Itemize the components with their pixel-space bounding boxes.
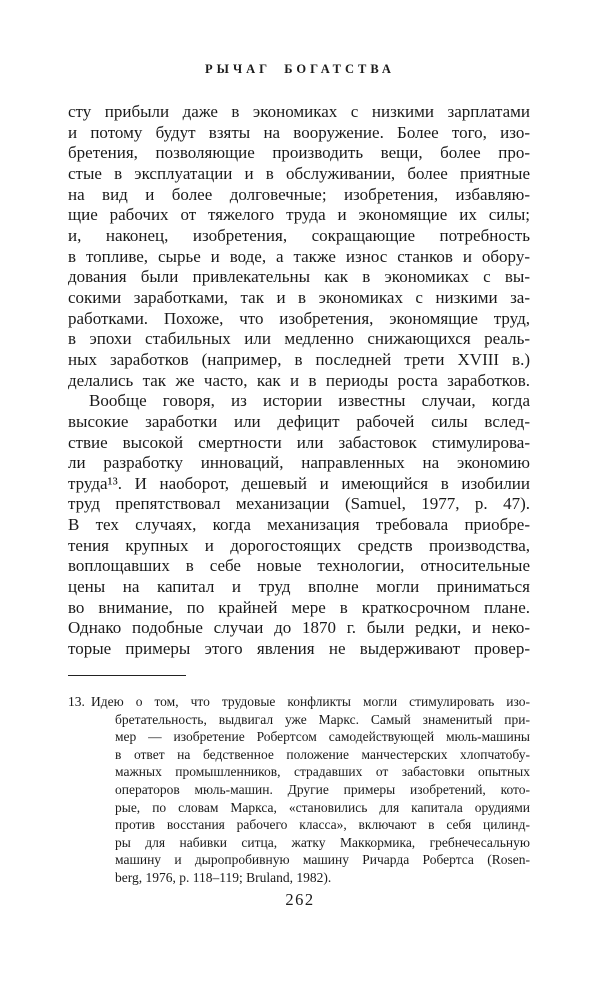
text-line: Вообще говоря, из истории известны случаи, когда (89, 391, 530, 411)
text-line: berg, 1976, p. 118–119; Bruland, 1982). (115, 869, 332, 885)
text-line: мажных промышленников, страдавших от забастовки опытных (115, 764, 530, 780)
body-text (68, 102, 530, 660)
footnote-number: 13. (68, 694, 85, 709)
text-line: рые, по словам Маркса, «становились для капитала орудиями (115, 799, 530, 815)
text-line: мер — изобретение Робертсом самодействующей мюль-машины (115, 729, 530, 745)
footnote-divider (68, 675, 186, 676)
text-line: бретательность, выдвигал уже Маркс. Самый знаменитый при- (115, 711, 530, 727)
text-line: В тех случаях, когда механизация требовала приобре- (68, 515, 530, 535)
text-line: высокие заработки или дефицит рабочей силы вслед- (68, 411, 530, 431)
footnote-first-line (68, 693, 530, 711)
text-line: Однако подобные случаи до 1870 г. были редки, и неко- (68, 618, 530, 638)
footnote (68, 693, 530, 887)
text-line: машину и дыропробивную машину Ричарда Робертса (Rosen- (115, 852, 530, 868)
text-line: против восстания рабочего класса», включают в себя цилинд- (115, 817, 530, 833)
text-line: и, наконец, изобретения, сокращающие потребность (68, 225, 530, 245)
text-line: ных заработков (например, в последней трети XVIII в.) (68, 349, 530, 369)
text-line: бретения, позволяющие производить вещи, более про- (68, 143, 530, 163)
paragraph-new (68, 391, 530, 660)
text-line: в ответ на бедственное положение манчестерских хлопчатобу- (115, 746, 530, 762)
text-line: ли разработку инноваций, направленных на экономию (68, 453, 530, 473)
text-line: делались так же часто, как и в периоды роста заработков. (68, 370, 530, 390)
text-line: во внимание, по крайней мере в краткосрочном плане. (68, 597, 530, 617)
text-line: на вид и более долговечные; изобретения, избавляю- (68, 184, 530, 204)
running-head: РЫЧАГ БОГАТСТВА (205, 62, 395, 76)
text-line: торые примеры этого явления не выдерживают провер- (68, 639, 530, 659)
text-line: ствие высокой смертности или забастовок стимулирова- (68, 432, 530, 452)
text-line: работками. Похоже, что изобретения, экономящие труд, (68, 308, 530, 328)
footnote-continuation (115, 711, 530, 887)
text-line: труда¹³. И наоборот, дешевый и имеющийся в изобилии (68, 473, 530, 493)
paragraph-continuation (68, 102, 530, 391)
text-line: в топливе, сырье и воде, а также износ станков и обору- (68, 246, 530, 266)
text-line: сту прибыли даже в экономиках с низкими зарплатами (68, 102, 530, 121)
text-line: в эпохи стабильных или медленно снижающихся реаль- (68, 329, 530, 349)
text-line: щие рабочих от тяжелого труда и экономящие их силы; (68, 205, 530, 225)
footnote-first-line-text: Идею о том, что трудовые конфликты могли стимулировать изо- (91, 694, 530, 709)
text-line: операторов мюль-машин. Другие примеры изобретений, кото- (115, 781, 530, 797)
text-line: цены на капитал и труд вполне могли приниматься (68, 577, 530, 597)
text-line: воплощавших в себе новые технологии, относительные (68, 556, 530, 576)
text-line: дования были привлекательны как в экономиках с вы- (68, 267, 530, 287)
text-line: и потому будут взяты на вооружение. Более того, изо- (68, 122, 530, 142)
text-line: труд препятствовал механизации (Samuel, 1977, p. 47). (68, 494, 530, 514)
text-line: сокими заработками, так и в экономиках с низкими за- (68, 287, 530, 307)
text-line: стые в эксплуатации и в обслуживании, более приятные (68, 163, 530, 183)
text-line: тения крупных и дорогостоящих средств производства, (68, 535, 530, 555)
page-number: 262 (285, 890, 315, 909)
text-line: ры для набивки ситца, жатку Маккормика, гребнечесальную (115, 834, 530, 850)
